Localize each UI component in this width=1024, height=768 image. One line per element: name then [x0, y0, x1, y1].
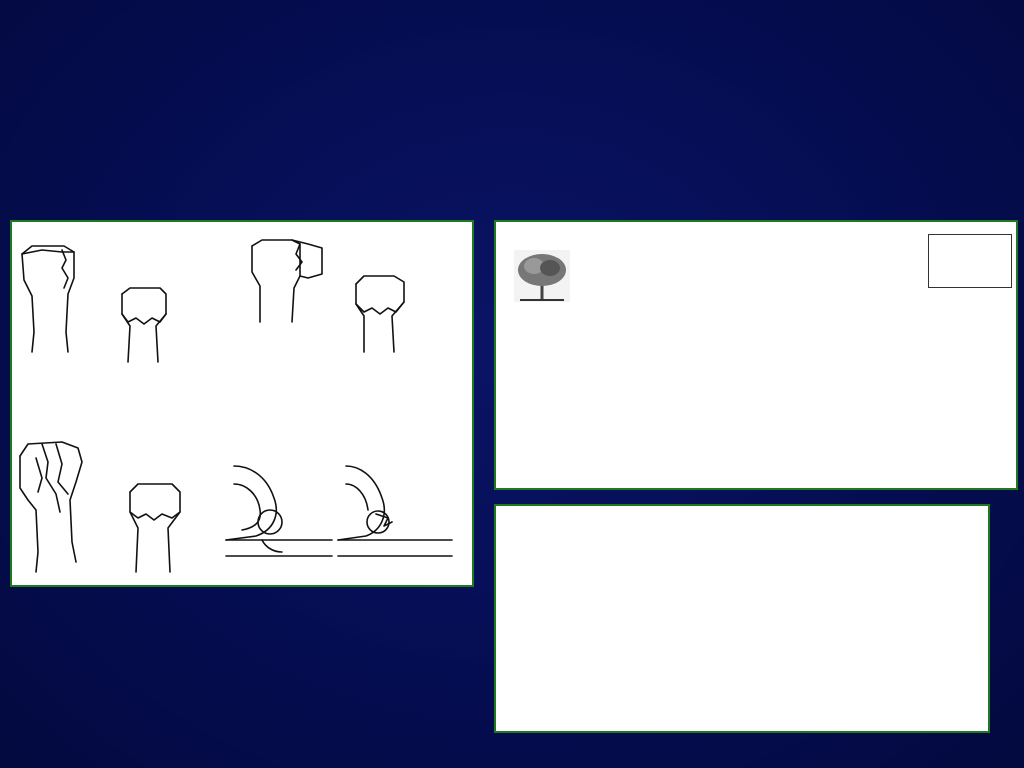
type-1-drawing — [22, 246, 166, 362]
type-3-drawing — [20, 442, 180, 572]
elsevier-tree-logo — [514, 250, 570, 302]
article-header — [494, 220, 1018, 490]
author-list — [514, 415, 1014, 476]
mason-drawings — [12, 222, 472, 585]
bone-illustrations — [496, 506, 988, 731]
bone-classification-figure — [494, 504, 990, 733]
mason-classification-figure — [10, 220, 474, 587]
journal-logo — [928, 234, 1012, 288]
type-4-drawing — [226, 466, 452, 556]
type-2-drawing — [252, 240, 404, 352]
